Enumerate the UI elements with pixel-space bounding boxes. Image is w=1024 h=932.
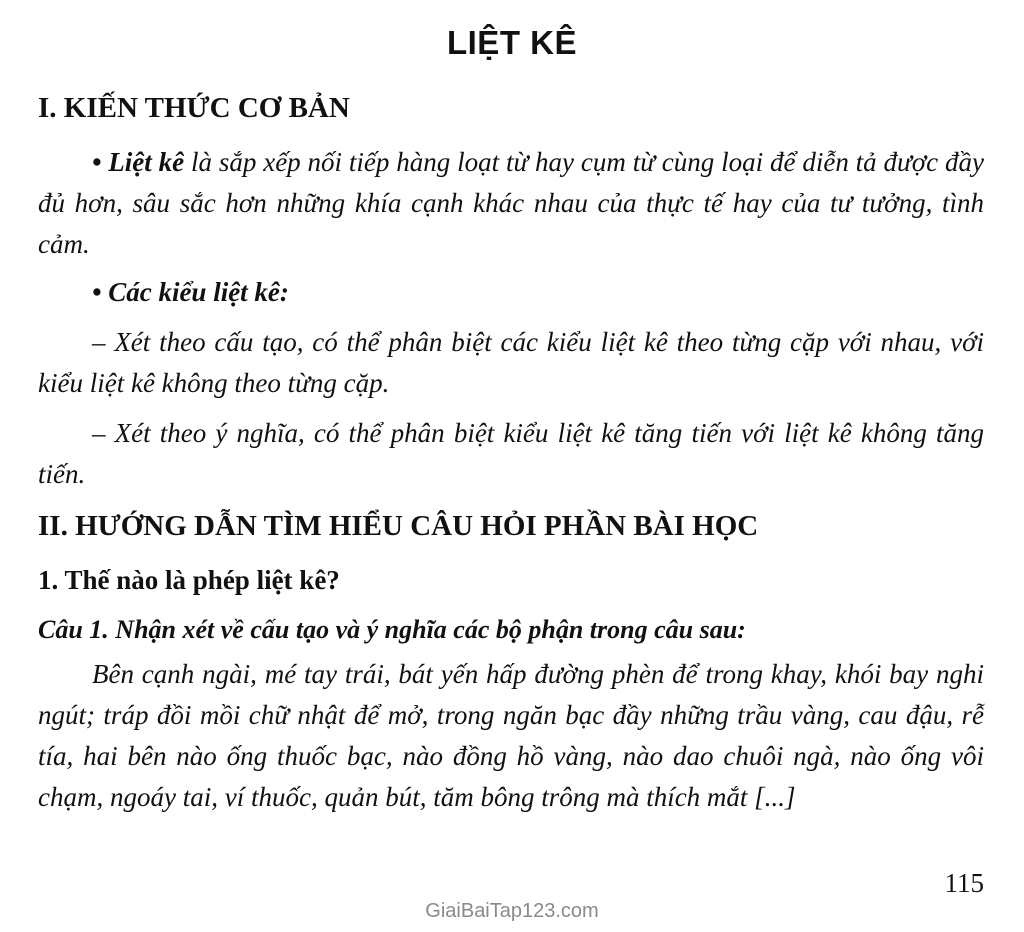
subsection-heading: 1. Thế nào là phép liệt kê? bbox=[38, 565, 340, 595]
section-heading-basic-knowledge: I. KIẾN THỨC CƠ BẢN bbox=[38, 92, 350, 124]
types-label: • Các kiểu liệt kê: bbox=[92, 277, 289, 307]
definition-term: • Liệt kê bbox=[92, 147, 185, 177]
definition-text: là sắp xếp nối tiếp hàng loạt từ hay cụm từ cùng loại để diễn tả được đầy đủ hơn, sâu sắc hơn những khía cạnh khác nhau của thực tế hay của tư tưởng, tình cảm. bbox=[38, 147, 985, 259]
definition-paragraph bbox=[38, 142, 984, 265]
page-title: LIỆT KÊ bbox=[446, 24, 577, 61]
type-by-meaning: – Xét theo ý nghĩa, có thể phân biệt kiểu liệt kê tăng tiến với liệt kê không tăng tiến. bbox=[38, 418, 984, 489]
section-heading-guide: II. HƯỚNG DẪN TÌM HIỂU CÂU HỎI PHẦN BÀI HỌC bbox=[38, 510, 759, 542]
quoted-passage: Bên cạnh ngài, mé tay trái, bát yến hấp đường phèn để trong khay, khói bay nghi ngút; tráp đồi mồi chữ nhật để mở, trong ngăn bạc đầy những trầu vàng, cau đậu, rễ tía, hai bên nào ống thuốc bạc, nào đồng hồ vàng, nào dao chuôi ngà, nào ống vôi chạm, ngoáy tai, ví thuốc, quản bút, tăm bông trông mà thích mắt [...] bbox=[38, 659, 984, 812]
page-number: 115 bbox=[944, 868, 984, 898]
type-by-structure: – Xét theo cấu tạo, có thể phân biệt các kiểu liệt kê theo từng cặp với nhau, với kiểu liệt kê không theo từng cặp. bbox=[38, 327, 984, 398]
watermark: GiaiBaiTap123.com bbox=[425, 900, 599, 922]
question-1: Câu 1. Nhận xét về cấu tạo và ý nghĩa các bộ phận trong câu sau: bbox=[38, 615, 746, 644]
